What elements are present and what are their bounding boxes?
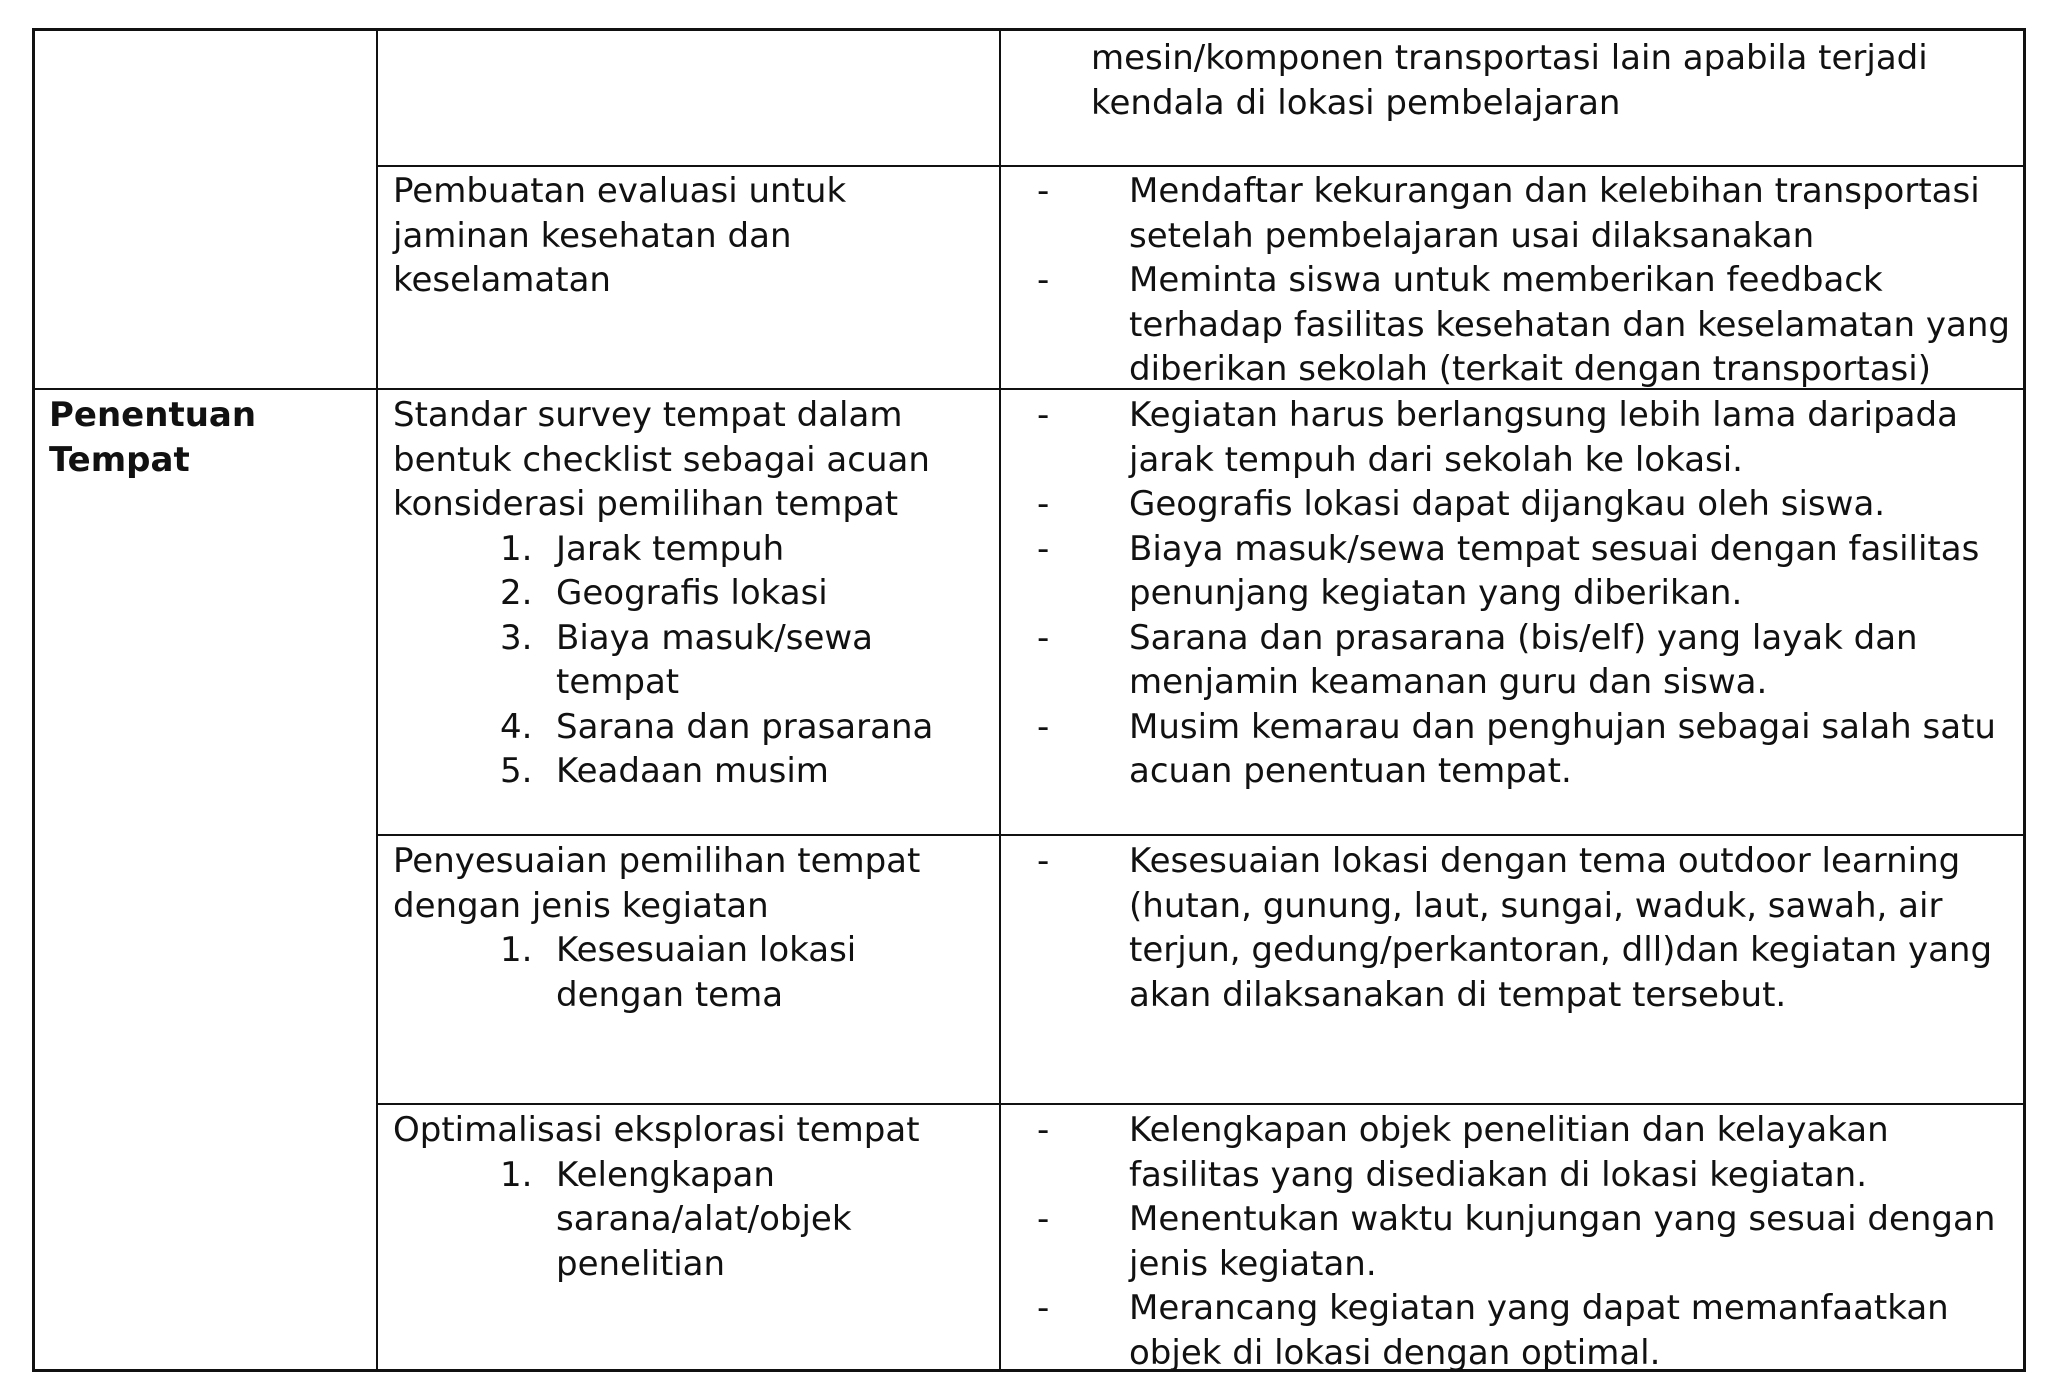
list-text: Jarak tempuh <box>556 528 785 569</box>
list-number: 5. <box>500 751 533 791</box>
list-item <box>500 616 933 661</box>
list-item <box>1035 169 2010 258</box>
list-item <box>1035 705 1996 794</box>
row1-standard-line-1: Pembuatan evaluasi untuk <box>393 171 847 211</box>
list-text: penelitian <box>556 1243 726 1284</box>
detail-text: Biaya masuk/sewa tempat sesuai dengan fasilitas penunjang kegiatan yang diberikan. <box>1129 528 1980 613</box>
aspect-heading-line-1: Penentuan <box>49 395 257 435</box>
row2-standard-line-2: bentuk checklist sebagai acuan <box>393 439 930 480</box>
list-text: tempat <box>556 662 680 702</box>
list-item-continuation <box>500 660 933 705</box>
aspect-heading-line-2: Tempat <box>49 439 190 480</box>
aspect-heading <box>49 393 256 482</box>
row3-detail-cell <box>1035 839 1992 1017</box>
row3-standard-line-2: dengan jenis kegiatan <box>393 885 769 926</box>
list-number: 1. <box>500 1154 533 1195</box>
dash-bullet: - <box>1037 1288 1050 1328</box>
row2-detail-cell <box>1035 393 1996 794</box>
row1-standard-cell <box>393 169 846 303</box>
list-number: 2. <box>500 573 533 613</box>
detail-text: Musim kemarau dan penghujan sebagai salah satu acuan penentuan tempat. <box>1129 706 1996 791</box>
row2-numbered-list <box>393 527 933 794</box>
detail-text: Menentukan waktu kunjungan yang sesuai dengan jenis kegiatan. <box>1129 1199 1996 1284</box>
list-item <box>500 571 933 616</box>
list-item-continuation <box>500 1197 920 1242</box>
row0-detail-line-2: kendala di lokasi pembelajaran <box>1091 82 1621 123</box>
detail-text: Merancang kegiatan yang dapat memanfaatkan objek di lokasi dengan optimal. <box>1129 1288 1949 1373</box>
dash-bullet: - <box>1037 1199 1050 1239</box>
dash-bullet: - <box>1037 841 1050 881</box>
dash-bullet: - <box>1037 617 1050 658</box>
list-item-continuation <box>500 973 920 1018</box>
list-text: sarana/alat/objek <box>556 1199 852 1239</box>
list-item <box>1035 616 1996 705</box>
list-item <box>500 527 933 572</box>
row3-numbered-list <box>393 928 920 1017</box>
row2-standard-line-1: Standar survey tempat dalam <box>393 395 903 435</box>
list-item <box>1035 527 1996 616</box>
detail-text: Sarana dan prasarana (bis/elf) yang layak dan menjamin keamanan guru dan siswa. <box>1129 617 1918 702</box>
list-number: 1. <box>500 528 533 569</box>
list-item <box>500 1153 920 1198</box>
row-divider-1 <box>376 165 2026 167</box>
dash-bullet: - <box>1037 260 1050 300</box>
dash-bullet: - <box>1037 528 1050 569</box>
list-item <box>500 705 933 750</box>
list-text: dengan tema <box>556 974 784 1015</box>
dash-bullet: - <box>1037 1110 1050 1150</box>
row1-detail-cell <box>1035 169 2010 392</box>
detail-text: Kelengkapan objek penelitian dan kelayakan fasilitas yang disediakan di lokasi kegiatan. <box>1129 1110 1889 1195</box>
dash-bullet: - <box>1037 171 1050 211</box>
detail-text: Kegiatan harus berlangsung lebih lama daripada jarak tempuh dari sekolah ke lokasi. <box>1129 395 1958 480</box>
row1-standard-line-3: keselamatan <box>393 260 611 300</box>
list-text: Sarana dan prasarana <box>556 706 934 747</box>
list-item <box>1035 1286 1995 1375</box>
row-divider-3 <box>376 834 2026 836</box>
list-text: Biaya masuk/sewa <box>556 617 874 658</box>
dash-bullet: - <box>1037 484 1050 524</box>
detail-text: Geografis lokasi dapat dijangkau oleh siswa. <box>1129 484 1886 524</box>
list-item <box>500 749 933 794</box>
detail-text: Meminta siswa untuk memberikan feedback terhadap fasilitas kesehatan dan keselamatan yang diberikan sekolah (terkait dengan transportasi) <box>1129 260 2010 389</box>
dash-bullet: - <box>1037 395 1050 435</box>
list-item-continuation <box>500 1242 920 1287</box>
list-number: 1. <box>500 930 533 970</box>
list-text: Kelengkapan <box>556 1154 775 1195</box>
row0-detail-line-1: mesin/komponen transportasi lain apabila terjadi <box>1091 38 1928 78</box>
list-item <box>1035 839 1992 1017</box>
column-divider-2 <box>999 31 1001 1371</box>
list-item <box>1035 1197 1995 1286</box>
list-item <box>500 928 920 973</box>
row-divider-4 <box>376 1103 2026 1105</box>
column-divider-1 <box>376 31 378 1371</box>
row2-standard-cell <box>393 393 933 794</box>
row3-standard-line-1: Penyesuaian pemilihan tempat <box>393 841 921 881</box>
list-number: 3. <box>500 617 533 658</box>
list-item <box>1035 1108 1995 1197</box>
list-item <box>1035 258 2010 392</box>
row0-detail-cell <box>1091 36 1928 125</box>
list-item <box>1035 482 1996 527</box>
list-text: Geografis lokasi <box>556 573 828 613</box>
list-item <box>1035 393 1996 482</box>
row1-standard-line-2: jaminan kesehatan dan <box>393 215 792 256</box>
row2-standard-line-3: konsiderasi pemilihan tempat <box>393 484 899 524</box>
dash-bullet: - <box>1037 706 1050 747</box>
row3-standard-cell <box>393 839 920 1017</box>
row4-detail-cell <box>1035 1108 1995 1375</box>
row4-standard-cell <box>393 1108 920 1286</box>
row4-standard-line-1: Optimalisasi eksplorasi tempat <box>393 1110 920 1150</box>
list-text: Keadaan musim <box>556 751 829 791</box>
list-text: Kesesuaian lokasi <box>556 930 857 970</box>
detail-text: Mendaftar kekurangan dan kelebihan transportasi setelah pembelajaran usai dilaksanakan <box>1129 171 1980 256</box>
row4-numbered-list <box>393 1153 920 1287</box>
criteria-table <box>32 28 2026 1372</box>
detail-text: Kesesuaian lokasi dengan tema outdoor learning (hutan, gunung, laut, sungai, waduk, sawah, air terjun, gedung/perkantoran, dll)dan kegiatan yang akan dilaksanakan di tempat tersebut. <box>1129 841 1993 1015</box>
list-number: 4. <box>500 706 533 747</box>
